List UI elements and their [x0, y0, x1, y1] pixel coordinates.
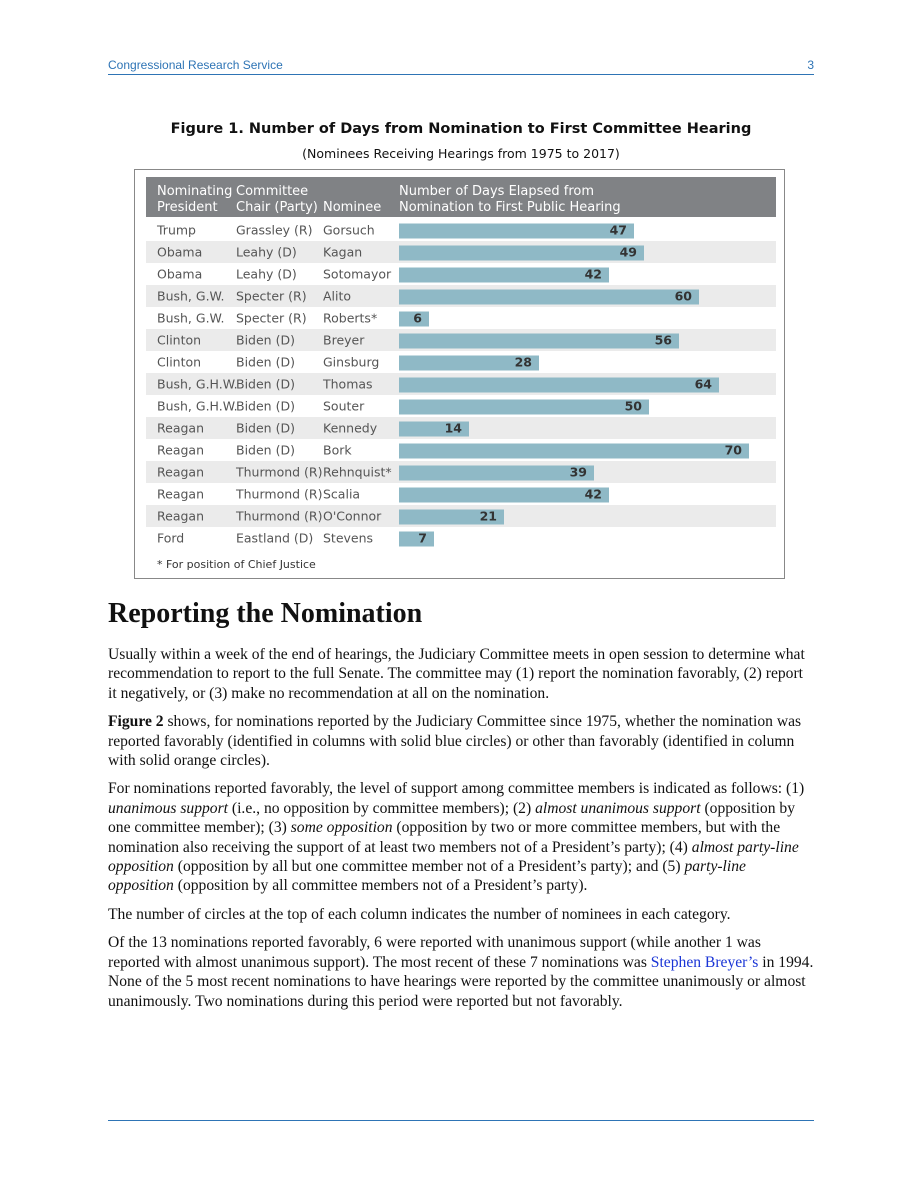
row-chair: Thurmond (R)	[236, 464, 323, 480]
row-nominee: Thomas	[323, 376, 373, 392]
bar-value-label: 47	[609, 222, 627, 238]
p3-term-1: unanimous support	[108, 799, 228, 817]
bar-value-label: 60	[674, 288, 692, 304]
figure-subtitle: (Nominees Receiving Hearings from 1975 to 2017)	[302, 146, 620, 161]
breyer-link[interactable]: Stephen Breyer’s	[650, 953, 759, 971]
col-chair-line1: Committee	[236, 184, 309, 199]
chart-footnote: * For position of Chief Justice	[157, 558, 316, 571]
header-rule	[108, 74, 814, 75]
row-nominee: Kennedy	[323, 420, 378, 436]
row-chair: Biden (D)	[236, 398, 295, 414]
row-president: Clinton	[157, 332, 202, 348]
bar-days	[399, 400, 649, 415]
bar-days	[399, 268, 609, 283]
p3-term-5: party-line opposition	[108, 858, 746, 895]
row-chair: Specter (R)	[236, 310, 307, 326]
p3-text-e: (opposition by all but one committee member not of a President’s party); and (5)	[173, 858, 685, 876]
bar-days	[399, 488, 609, 503]
bar-value-label: 42	[584, 266, 602, 282]
bar-days	[399, 290, 699, 305]
bar-days	[399, 378, 719, 393]
row-president: Reagan	[157, 442, 204, 458]
bar-value-label: 28	[514, 354, 532, 370]
bar-days	[399, 532, 434, 547]
section-body	[108, 645, 814, 1020]
row-nominee: Bork	[323, 442, 352, 458]
row-nominee: Roberts*	[323, 310, 378, 326]
row-chair: Thurmond (R)	[236, 508, 323, 524]
header-source: Congressional Research Service	[108, 58, 283, 72]
paragraph-5	[108, 933, 814, 1011]
row-chair: Grassley (R)	[236, 222, 313, 238]
section-heading: Reporting the Nomination	[108, 598, 423, 629]
p5-text-a: Of the 13 nominations reported favorably, 6 were reported with unanimous support (while another 1 was reported with almost unanimous support). The most recent of these 7 nominations was	[108, 934, 761, 971]
page-number: 3	[807, 58, 814, 72]
col-chair-line2: Chair (Party)	[236, 200, 318, 215]
row-chair: Thurmond (R)	[236, 486, 323, 502]
p5-text-b: in 1994. None of the 5 most recent nominations to have hearings were reported by the committee unanimously or almost unanimously. Two nominations during this period were reported but not favorably.	[108, 953, 814, 1010]
row-president: Obama	[157, 266, 203, 282]
chart-svg	[135, 170, 786, 580]
bar-days	[399, 224, 634, 239]
row-nominee: Stevens	[323, 530, 374, 546]
paragraph-2	[108, 712, 814, 770]
bar-days	[399, 246, 644, 261]
row-nominee: O'Connor	[323, 508, 382, 524]
row-chair: Specter (R)	[236, 288, 307, 304]
bar-value-label: 64	[694, 376, 712, 392]
row-chair: Leahy (D)	[236, 244, 297, 260]
paragraph-4: The number of circles at the top of each column indicates the number of nominees in each category.	[108, 905, 731, 923]
paragraph-2-text: shows, for nominations reported by the Judiciary Committee since 1975, whether the nomination was reported favorably (identified in columns with solid blue circles) or other than favorably (identified in column with solid orange circles).	[108, 713, 802, 770]
row-nominee: Kagan	[323, 244, 363, 260]
figure-chart	[134, 169, 785, 579]
bar-value-label: 42	[584, 486, 602, 502]
row-nominee: Breyer	[323, 332, 365, 348]
col-president-line2: President	[157, 200, 218, 215]
bar-value-label: 39	[569, 464, 587, 480]
row-nominee: Souter	[323, 398, 365, 414]
row-president: Reagan	[157, 420, 204, 436]
col-nominee: Nominee	[323, 200, 382, 215]
bar-value-label: 7	[418, 530, 427, 546]
row-chair: Eastland (D)	[236, 530, 314, 546]
p3-text-c: (opposition by one committee member); (3)	[108, 799, 795, 837]
footer-rule	[108, 1120, 814, 1121]
row-president: Reagan	[157, 508, 204, 524]
row-president: Bush, G.H.W.	[157, 376, 238, 392]
figure-2-ref: Figure 2	[108, 713, 164, 731]
row-chair: Biden (D)	[236, 420, 295, 436]
row-president: Obama	[157, 244, 203, 260]
row-nominee: Rehnquist*	[323, 464, 392, 480]
paragraph-3	[108, 779, 814, 895]
row-president: Bush, G.W.	[157, 288, 225, 304]
bar-value-label: 50	[624, 398, 642, 414]
figure-title: Figure 1. Number of Days from Nomination to First Committee Hearing	[170, 121, 752, 137]
row-nominee: Sotomayor	[323, 266, 392, 282]
p3-text-f: (opposition by all committee members not of a President’s party).	[173, 877, 588, 895]
bar-value-label: 56	[654, 332, 672, 348]
col-days-line2: Nomination to First Public Hearing	[399, 200, 621, 215]
row-chair: Biden (D)	[236, 376, 295, 392]
row-chair: Biden (D)	[236, 354, 295, 370]
col-days-line1: Number of Days Elapsed from	[399, 184, 595, 199]
p3-term-3: some opposition	[290, 819, 393, 837]
row-president: Reagan	[157, 486, 204, 502]
bar-days	[399, 334, 679, 349]
row-president: Trump	[157, 222, 196, 238]
col-president-line1: Nominating	[157, 184, 233, 199]
bar-days	[399, 444, 749, 459]
bar-value-label: 21	[479, 508, 497, 524]
bar-value-label: 70	[724, 442, 742, 458]
row-nominee: Alito	[323, 288, 352, 304]
row-president: Bush, G.W.	[157, 310, 225, 326]
row-president: Bush, G.H.W.	[157, 398, 238, 414]
paragraph-1: Usually within a week of the end of hearings, the Judiciary Committee meets in open session to determine what recommendation to report to the full Senate. The committee may (1) report the nomination favorably, (2) report it negatively, or (3) make no recommendation at all on the nomination.	[108, 646, 805, 702]
p3-text-b: (i.e., no opposition by committee members); (2)	[228, 799, 536, 817]
row-chair: Biden (D)	[236, 442, 295, 458]
bar-value-label: 49	[619, 244, 637, 260]
bar-value-label: 14	[444, 420, 462, 436]
bar-days	[399, 466, 594, 481]
row-chair: Leahy (D)	[236, 266, 297, 282]
p3-text-a: For nominations reported favorably, the level of support among committee members is indicated as follows: (1)	[108, 780, 805, 798]
p3-term-4: almost party-line opposition	[108, 838, 799, 876]
row-nominee: Gorsuch	[323, 222, 375, 238]
row-nominee: Ginsburg	[323, 354, 380, 370]
row-president: Ford	[157, 530, 185, 546]
row-president: Reagan	[157, 464, 204, 480]
p3-text-d: (opposition by two or more committee members, but with the nomination also receiving the support of at least two members not of a President’s party); (4)	[108, 819, 781, 856]
row-nominee: Scalia	[323, 486, 361, 502]
p3-term-2: almost unanimous support	[535, 799, 701, 817]
page-header	[108, 58, 814, 74]
bar-value-label: 6	[413, 310, 422, 326]
row-chair: Biden (D)	[236, 332, 295, 348]
row-president: Clinton	[157, 354, 202, 370]
